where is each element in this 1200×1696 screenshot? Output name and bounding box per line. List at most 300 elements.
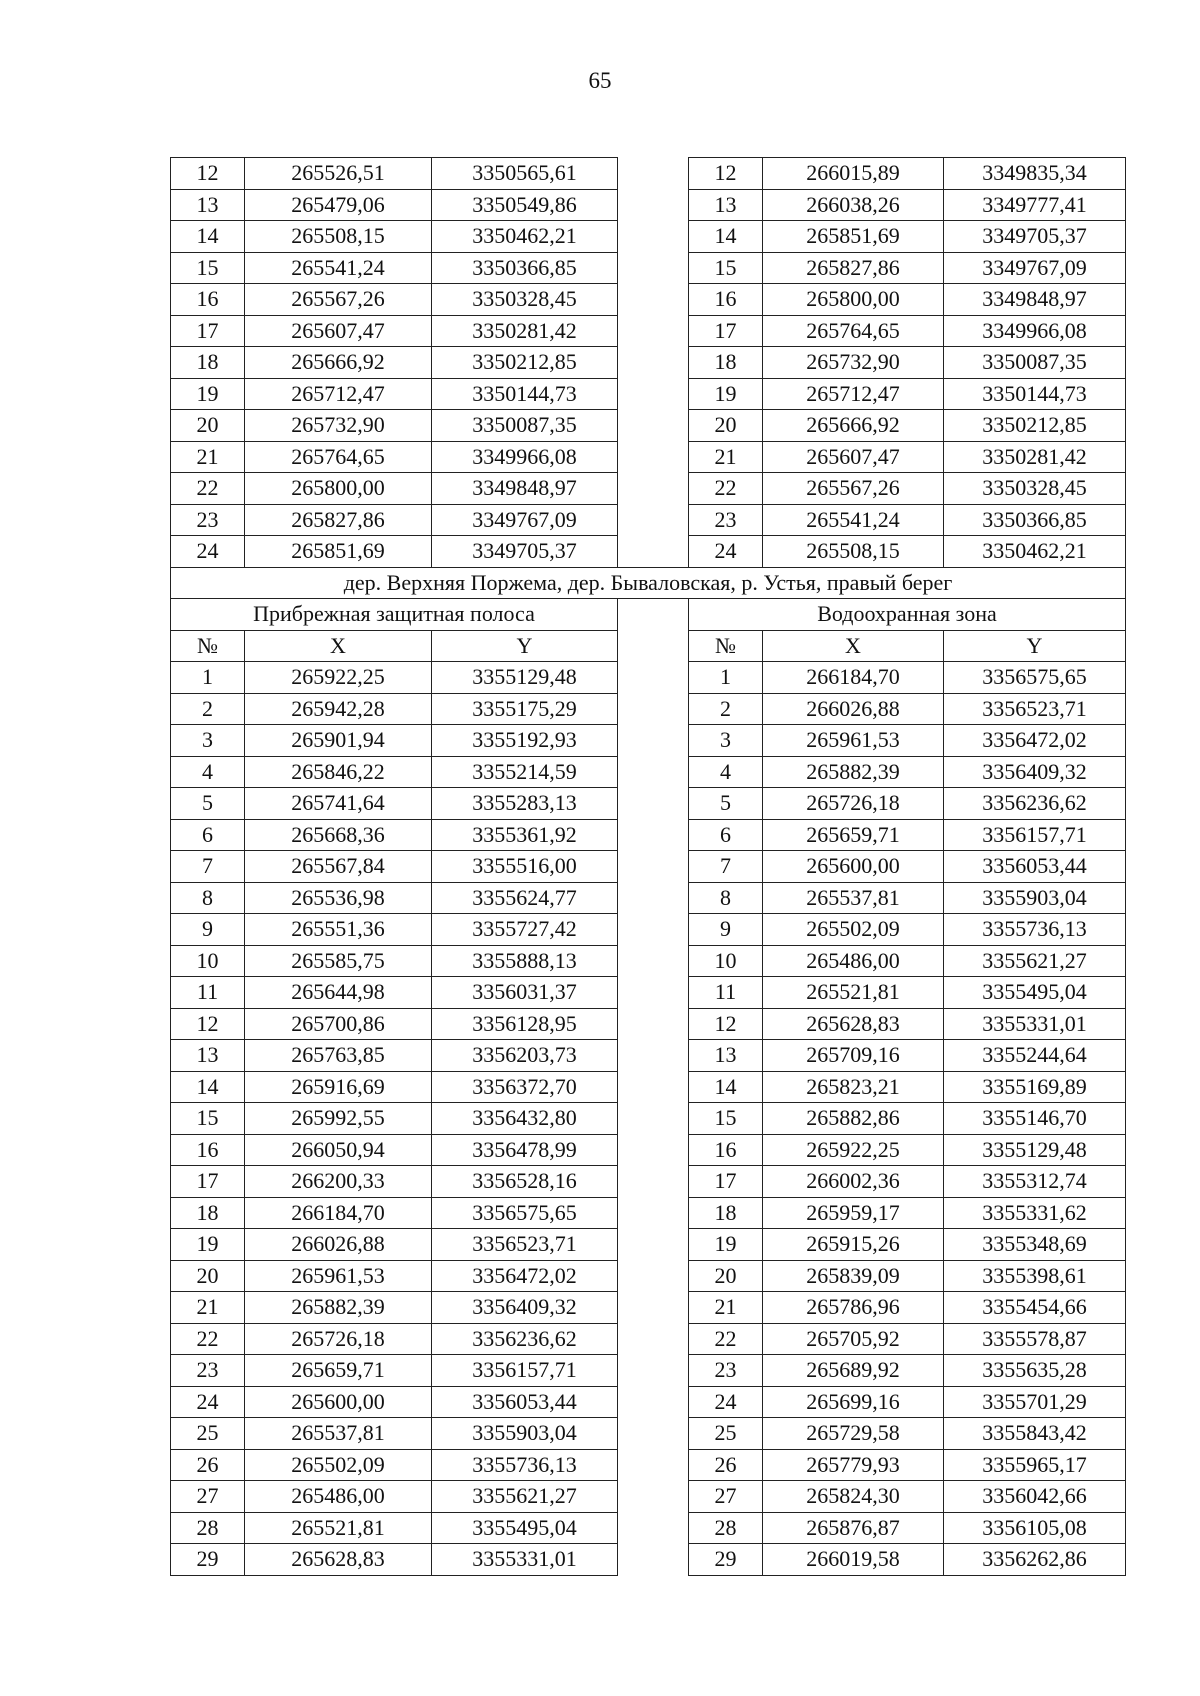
- left-y-cell: 3355361,92: [432, 819, 618, 851]
- left-y-cell: 3356203,73: [432, 1040, 618, 1072]
- left-y-cell: 3355624,77: [432, 882, 618, 914]
- table-row: [171, 1292, 1126, 1324]
- left-x-cell: 265537,81: [245, 1418, 432, 1450]
- left-num-cell: 21: [171, 441, 245, 473]
- right-x-cell: 265851,69: [763, 221, 944, 253]
- gap-cell: [618, 347, 689, 379]
- right-num-cell: 12: [689, 158, 763, 190]
- table-row: [171, 1229, 1126, 1261]
- table-row: [171, 693, 1126, 725]
- gap-cell: [618, 1292, 689, 1324]
- right-y-cell: 3350144,73: [944, 378, 1126, 410]
- right-y-cell: 3356157,71: [944, 819, 1126, 851]
- right-y-cell: 3355495,04: [944, 977, 1126, 1009]
- right-y-cell: 3355903,04: [944, 882, 1126, 914]
- left-num-cell: 22: [171, 473, 245, 505]
- left-num-cell: 20: [171, 1260, 245, 1292]
- right-num-cell: 12: [689, 1008, 763, 1040]
- gap-cell: [618, 1418, 689, 1450]
- right-x-cell: 265486,00: [763, 945, 944, 977]
- left-x-cell: 265800,00: [245, 473, 432, 505]
- left-y-cell: 3349705,37: [432, 536, 618, 568]
- left-y-cell: 3356031,37: [432, 977, 618, 1009]
- left-y-cell: 3349767,09: [432, 504, 618, 536]
- right-x-cell: 265521,81: [763, 977, 944, 1009]
- table-row: [171, 284, 1126, 316]
- left-num-cell: 24: [171, 536, 245, 568]
- gap-cell: [618, 630, 689, 662]
- right-num-cell: 15: [689, 252, 763, 284]
- right-num-cell: 23: [689, 504, 763, 536]
- left-x-cell: 265536,98: [245, 882, 432, 914]
- table-row: [171, 1449, 1126, 1481]
- table-row: [171, 1071, 1126, 1103]
- gap-cell: [618, 315, 689, 347]
- table-row: [171, 473, 1126, 505]
- right-num-cell: 10: [689, 945, 763, 977]
- left-num-cell: 16: [171, 1134, 245, 1166]
- table-row: [171, 1040, 1126, 1072]
- left-x-cell: 265916,69: [245, 1071, 432, 1103]
- right-x-cell: 265732,90: [763, 347, 944, 379]
- left-x-cell: 265567,84: [245, 851, 432, 883]
- gap-cell: [618, 599, 689, 631]
- table-row: [171, 158, 1126, 190]
- left-num-cell: 22: [171, 1323, 245, 1355]
- left-y-cell: 3356523,71: [432, 1229, 618, 1261]
- left-num-cell: 23: [171, 504, 245, 536]
- left-num-cell: 20: [171, 410, 245, 442]
- left-num-cell: 5: [171, 788, 245, 820]
- right-y-cell: 3355965,17: [944, 1449, 1126, 1481]
- left-y-cell: 3355516,00: [432, 851, 618, 883]
- table-row: [171, 504, 1126, 536]
- top-coordinates-block: [171, 158, 1126, 568]
- left-y-cell: 3349848,97: [432, 473, 618, 505]
- left-group-title: Прибрежная защитная полоса: [171, 599, 618, 631]
- left-y-cell: 3356236,62: [432, 1323, 618, 1355]
- left-num-header: №: [171, 630, 245, 662]
- right-y-cell: 3356472,02: [944, 725, 1126, 757]
- left-num-cell: 4: [171, 756, 245, 788]
- right-num-cell: 11: [689, 977, 763, 1009]
- left-num-cell: 11: [171, 977, 245, 1009]
- table-row: [171, 1197, 1126, 1229]
- right-y-cell: 3350087,35: [944, 347, 1126, 379]
- right-x-cell: 265823,21: [763, 1071, 944, 1103]
- right-num-cell: 15: [689, 1103, 763, 1135]
- left-y-cell: 3349966,08: [432, 441, 618, 473]
- right-x-cell: 265764,65: [763, 315, 944, 347]
- right-y-cell: 3355331,01: [944, 1008, 1126, 1040]
- table-row: [171, 1481, 1126, 1513]
- left-y-cell: 3356432,80: [432, 1103, 618, 1135]
- gap-cell: [618, 1449, 689, 1481]
- gap-cell: [618, 1134, 689, 1166]
- right-num-cell: 7: [689, 851, 763, 883]
- gap-cell: [618, 1512, 689, 1544]
- right-y-cell: 3350212,85: [944, 410, 1126, 442]
- table-row: [171, 1355, 1126, 1387]
- right-num-cell: 25: [689, 1418, 763, 1450]
- left-x-cell: 265541,24: [245, 252, 432, 284]
- left-y-cell: 3355903,04: [432, 1418, 618, 1450]
- left-x-cell: 265659,71: [245, 1355, 432, 1387]
- right-y-cell: 3355635,28: [944, 1355, 1126, 1387]
- table-row: [171, 1544, 1126, 1576]
- gap-cell: [618, 1544, 689, 1576]
- left-x-cell: 265479,06: [245, 189, 432, 221]
- group-title-row: [171, 599, 1126, 631]
- left-x-cell: 266050,94: [245, 1134, 432, 1166]
- left-num-cell: 14: [171, 1071, 245, 1103]
- left-num-cell: 6: [171, 819, 245, 851]
- right-x-cell: 265689,92: [763, 1355, 944, 1387]
- right-x-cell: 265659,71: [763, 819, 944, 851]
- page-number: 65: [588, 68, 612, 93]
- right-num-cell: 8: [689, 882, 763, 914]
- left-num-cell: 17: [171, 315, 245, 347]
- right-num-cell: 21: [689, 441, 763, 473]
- left-y-cell: 3355621,27: [432, 1481, 618, 1513]
- left-x-cell: 265644,98: [245, 977, 432, 1009]
- right-x-cell: 265922,25: [763, 1134, 944, 1166]
- right-y-cell: 3356262,86: [944, 1544, 1126, 1576]
- right-num-cell: 18: [689, 1197, 763, 1229]
- left-y-header: Y: [432, 630, 618, 662]
- right-num-cell: 14: [689, 221, 763, 253]
- table-row: [171, 441, 1126, 473]
- gap-cell: [618, 725, 689, 757]
- left-x-cell: 266200,33: [245, 1166, 432, 1198]
- gap-cell: [618, 504, 689, 536]
- right-num-cell: 29: [689, 1544, 763, 1576]
- left-num-cell: 27: [171, 1481, 245, 1513]
- right-y-cell: 3349848,97: [944, 284, 1126, 316]
- right-num-cell: 17: [689, 1166, 763, 1198]
- right-y-cell: 3349966,08: [944, 315, 1126, 347]
- table-row: [171, 221, 1126, 253]
- right-x-cell: 265537,81: [763, 882, 944, 914]
- right-num-cell: 27: [689, 1481, 763, 1513]
- coordinates-table: [170, 157, 1126, 1576]
- left-x-cell: 265551,36: [245, 914, 432, 946]
- right-x-cell: 265502,09: [763, 914, 944, 946]
- left-x-cell: 265526,51: [245, 158, 432, 190]
- right-num-cell: 14: [689, 1071, 763, 1103]
- right-x-cell: 265876,87: [763, 1512, 944, 1544]
- gap-cell: [618, 851, 689, 883]
- right-y-cell: 3355454,66: [944, 1292, 1126, 1324]
- left-x-cell: 265600,00: [245, 1386, 432, 1418]
- left-y-cell: 3356528,16: [432, 1166, 618, 1198]
- right-x-cell: 266019,58: [763, 1544, 944, 1576]
- right-x-cell: 265628,83: [763, 1008, 944, 1040]
- left-num-cell: 12: [171, 1008, 245, 1040]
- right-x-cell: 265541,24: [763, 504, 944, 536]
- left-num-cell: 23: [171, 1355, 245, 1387]
- right-x-header: X: [763, 630, 944, 662]
- left-x-cell: 266026,88: [245, 1229, 432, 1261]
- left-x-cell: 265732,90: [245, 410, 432, 442]
- right-y-cell: 3355312,74: [944, 1166, 1126, 1198]
- table-row: [171, 756, 1126, 788]
- left-num-cell: 24: [171, 1386, 245, 1418]
- right-y-cell: 3349777,41: [944, 189, 1126, 221]
- left-num-cell: 19: [171, 378, 245, 410]
- left-y-cell: 3356157,71: [432, 1355, 618, 1387]
- gap-cell: [618, 473, 689, 505]
- gap-cell: [618, 221, 689, 253]
- right-num-cell: 24: [689, 1386, 763, 1418]
- right-num-cell: 16: [689, 1134, 763, 1166]
- left-x-cell: 265942,28: [245, 693, 432, 725]
- bottom-coordinates-block: [171, 662, 1126, 1576]
- gap-cell: [618, 882, 689, 914]
- left-num-cell: 7: [171, 851, 245, 883]
- gap-cell: [618, 756, 689, 788]
- left-x-cell: 265607,47: [245, 315, 432, 347]
- table-row: [171, 851, 1126, 883]
- table-row: [171, 819, 1126, 851]
- right-x-cell: 265705,92: [763, 1323, 944, 1355]
- left-x-cell: 265628,83: [245, 1544, 432, 1576]
- right-x-cell: 266002,36: [763, 1166, 944, 1198]
- left-num-cell: 18: [171, 1197, 245, 1229]
- gap-cell: [618, 536, 689, 568]
- right-x-cell: 266015,89: [763, 158, 944, 190]
- gap-cell: [618, 1229, 689, 1261]
- left-y-cell: 3355495,04: [432, 1512, 618, 1544]
- table-row: [171, 1386, 1126, 1418]
- right-num-cell: 20: [689, 1260, 763, 1292]
- gap-cell: [618, 410, 689, 442]
- section-title: дер. Верхняя Поржема, дер. Бываловская, р. Устья, правый берег: [171, 567, 1126, 599]
- right-y-cell: 3355701,29: [944, 1386, 1126, 1418]
- left-num-cell: 28: [171, 1512, 245, 1544]
- left-y-cell: 3350281,42: [432, 315, 618, 347]
- right-y-cell: 3356236,62: [944, 788, 1126, 820]
- right-y-cell: 3356105,08: [944, 1512, 1126, 1544]
- table-row: [171, 315, 1126, 347]
- gap-cell: [618, 788, 689, 820]
- right-num-cell: 6: [689, 819, 763, 851]
- left-y-cell: 3350212,85: [432, 347, 618, 379]
- left-x-cell: 265882,39: [245, 1292, 432, 1324]
- right-x-cell: 265827,86: [763, 252, 944, 284]
- left-num-cell: 1: [171, 662, 245, 694]
- left-x-cell: 265666,92: [245, 347, 432, 379]
- table-row: [171, 1103, 1126, 1135]
- table-row: [171, 977, 1126, 1009]
- right-num-cell: 9: [689, 914, 763, 946]
- right-group-title: Водоохранная зона: [689, 599, 1126, 631]
- left-num-cell: 21: [171, 1292, 245, 1324]
- right-y-cell: 3350281,42: [944, 441, 1126, 473]
- left-num-cell: 15: [171, 252, 245, 284]
- right-y-cell: 3355578,87: [944, 1323, 1126, 1355]
- right-x-cell: 265729,58: [763, 1418, 944, 1450]
- gap-cell: [618, 1040, 689, 1072]
- left-num-cell: 25: [171, 1418, 245, 1450]
- table-row: [171, 410, 1126, 442]
- right-num-cell: 26: [689, 1449, 763, 1481]
- right-y-cell: 3355843,42: [944, 1418, 1126, 1450]
- right-x-cell: 265961,53: [763, 725, 944, 757]
- right-y-cell: 3355331,62: [944, 1197, 1126, 1229]
- table-row: [171, 378, 1126, 410]
- right-num-cell: 18: [689, 347, 763, 379]
- gap-cell: [618, 1355, 689, 1387]
- right-x-cell: 265666,92: [763, 410, 944, 442]
- right-y-cell: 3355621,27: [944, 945, 1126, 977]
- right-x-cell: 265824,30: [763, 1481, 944, 1513]
- gap-cell: [618, 378, 689, 410]
- left-x-cell: 265726,18: [245, 1323, 432, 1355]
- left-num-cell: 9: [171, 914, 245, 946]
- right-x-cell: 265839,09: [763, 1260, 944, 1292]
- right-num-cell: 21: [689, 1292, 763, 1324]
- left-x-header: X: [245, 630, 432, 662]
- right-y-cell: 3350366,85: [944, 504, 1126, 536]
- right-y-cell: 3355736,13: [944, 914, 1126, 946]
- left-num-cell: 19: [171, 1229, 245, 1261]
- right-x-cell: 265882,86: [763, 1103, 944, 1135]
- left-y-cell: 3356053,44: [432, 1386, 618, 1418]
- right-x-cell: 266184,70: [763, 662, 944, 694]
- left-x-cell: 266184,70: [245, 1197, 432, 1229]
- right-x-cell: 265800,00: [763, 284, 944, 316]
- left-num-cell: 16: [171, 284, 245, 316]
- left-x-cell: 265700,86: [245, 1008, 432, 1040]
- table-row: [171, 788, 1126, 820]
- right-num-header: №: [689, 630, 763, 662]
- left-y-cell: 3350366,85: [432, 252, 618, 284]
- right-num-cell: 4: [689, 756, 763, 788]
- right-y-cell: 3349705,37: [944, 221, 1126, 253]
- left-x-cell: 265764,65: [245, 441, 432, 473]
- left-y-cell: 3355175,29: [432, 693, 618, 725]
- table-row: [171, 945, 1126, 977]
- right-num-cell: 1: [689, 662, 763, 694]
- right-num-cell: 24: [689, 536, 763, 568]
- right-y-cell: 3349835,34: [944, 158, 1126, 190]
- gap-cell: [618, 1197, 689, 1229]
- left-y-cell: 3356409,32: [432, 1292, 618, 1324]
- table-row: [171, 1512, 1126, 1544]
- right-num-cell: 22: [689, 473, 763, 505]
- right-y-cell: 3355169,89: [944, 1071, 1126, 1103]
- gap-cell: [618, 914, 689, 946]
- right-num-cell: 17: [689, 315, 763, 347]
- gap-cell: [618, 1323, 689, 1355]
- right-x-cell: 265699,16: [763, 1386, 944, 1418]
- right-x-cell: 265959,17: [763, 1197, 944, 1229]
- right-y-cell: 3356053,44: [944, 851, 1126, 883]
- left-y-cell: 3355283,13: [432, 788, 618, 820]
- right-x-cell: 265607,47: [763, 441, 944, 473]
- gap-cell: [618, 1481, 689, 1513]
- left-x-cell: 265567,26: [245, 284, 432, 316]
- left-y-cell: 3356478,99: [432, 1134, 618, 1166]
- left-y-cell: 3350565,61: [432, 158, 618, 190]
- column-header-row: [171, 630, 1126, 662]
- gap-cell: [618, 1260, 689, 1292]
- left-y-cell: 3350144,73: [432, 378, 618, 410]
- right-x-cell: 265882,39: [763, 756, 944, 788]
- gap-cell: [618, 977, 689, 1009]
- left-y-cell: 3355192,93: [432, 725, 618, 757]
- table-row: [171, 536, 1126, 568]
- right-x-cell: 266038,26: [763, 189, 944, 221]
- table-row: [171, 1418, 1126, 1450]
- left-num-cell: 26: [171, 1449, 245, 1481]
- gap-cell: [618, 819, 689, 851]
- left-x-cell: 265846,22: [245, 756, 432, 788]
- left-x-cell: 265521,81: [245, 1512, 432, 1544]
- table-row: [171, 189, 1126, 221]
- left-x-cell: 265992,55: [245, 1103, 432, 1135]
- section-title-row: [171, 567, 1126, 599]
- right-num-cell: 19: [689, 1229, 763, 1261]
- left-x-cell: 265763,85: [245, 1040, 432, 1072]
- right-x-cell: 265712,47: [763, 378, 944, 410]
- right-x-cell: 265709,16: [763, 1040, 944, 1072]
- table-row: [171, 882, 1126, 914]
- right-x-cell: 265726,18: [763, 788, 944, 820]
- gap-cell: [618, 441, 689, 473]
- left-y-cell: 3355214,59: [432, 756, 618, 788]
- left-x-cell: 265961,53: [245, 1260, 432, 1292]
- gap-cell: [618, 693, 689, 725]
- right-y-cell: 3356042,66: [944, 1481, 1126, 1513]
- right-y-cell: 3355146,70: [944, 1103, 1126, 1135]
- gap-cell: [618, 1008, 689, 1040]
- left-num-cell: 13: [171, 1040, 245, 1072]
- left-x-cell: 265741,64: [245, 788, 432, 820]
- right-num-cell: 2: [689, 693, 763, 725]
- right-num-cell: 3: [689, 725, 763, 757]
- left-x-cell: 265585,75: [245, 945, 432, 977]
- right-num-cell: 28: [689, 1512, 763, 1544]
- left-y-cell: 3355129,48: [432, 662, 618, 694]
- left-x-cell: 265508,15: [245, 221, 432, 253]
- left-num-cell: 14: [171, 221, 245, 253]
- left-num-cell: 29: [171, 1544, 245, 1576]
- left-y-cell: 3356575,65: [432, 1197, 618, 1229]
- right-y-cell: 3355244,64: [944, 1040, 1126, 1072]
- right-num-cell: 23: [689, 1355, 763, 1387]
- left-x-cell: 265486,00: [245, 1481, 432, 1513]
- left-y-cell: 3355727,42: [432, 914, 618, 946]
- right-num-cell: 19: [689, 378, 763, 410]
- right-y-cell: 3356409,32: [944, 756, 1126, 788]
- right-x-cell: 265600,00: [763, 851, 944, 883]
- right-x-cell: 265915,26: [763, 1229, 944, 1261]
- table-row: [171, 1260, 1126, 1292]
- left-y-cell: 3356372,70: [432, 1071, 618, 1103]
- left-num-cell: 8: [171, 882, 245, 914]
- table-row: [171, 347, 1126, 379]
- table-row: [171, 252, 1126, 284]
- left-num-cell: 3: [171, 725, 245, 757]
- left-x-cell: 265922,25: [245, 662, 432, 694]
- table-row: [171, 1166, 1126, 1198]
- right-num-cell: 13: [689, 189, 763, 221]
- gap-cell: [618, 662, 689, 694]
- left-x-cell: 265901,94: [245, 725, 432, 757]
- left-x-cell: 265827,86: [245, 504, 432, 536]
